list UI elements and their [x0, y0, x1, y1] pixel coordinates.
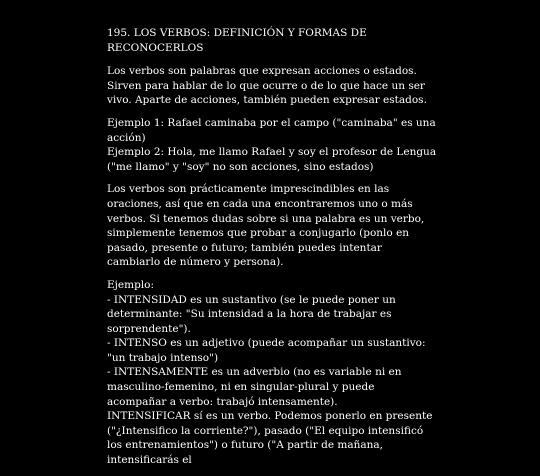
- paragraph-examples: Ejemplo 1: Rafael caminaba por el campo ("caminaba" es una acción) Ejemplo 2: Hola, me llamo Rafael y soy el profesor de Lengua ("me llamo" y "soy" no son acciones, sino estados): [107, 116, 437, 173]
- paragraph-example-list: Ejemplo: - INTENSIDAD es un sustantivo (se le puede poner un determinante: "Su intensidad a la hora de trabajar es sorprendente"). - INTENSO es un adjetivo (puede acompañar un sustantivo: "un trabajo intenso") - INTENSAMENTE es un adverbio (no es variable ni en masculino-femenino, ni en singular-plural y puede acompañar a verbo: trabajó intensamente). INTENSIFICAR sí es un verbo. Podemos ponerlo en presente ("¿Intensifico la corriente?"), pasado ("El equipo intensificó los entrenamientos") o futuro ("A partir de mañana, intensificarás el: [107, 278, 433, 467]
- paragraph-definition: Los verbos son palabras que expresan acciones o estados. Sirven para hablar de lo que ocurre o de lo que hace un ser vivo. Aparte de acciones, también pueden expresar estados.: [107, 65, 427, 107]
- paragraph-conjugation: Los verbos son prácticamente imprescindibles en las oraciones, así que en cada una encontraremos uno o más verbos. Si tenemos dudas sobre si una palabra es un verbo, simplemente tenemos que probar a conjugarlo (ponlo en pasado, presente o futuro; también puedes intentar cambiarlo de número y persona).: [107, 183, 425, 269]
- document-title: 195. LOS VERBOS: DEFINICIÓN Y FORMAS DE RECONOCERLOS: [107, 27, 367, 54]
- document-body: [107, 26, 437, 476]
